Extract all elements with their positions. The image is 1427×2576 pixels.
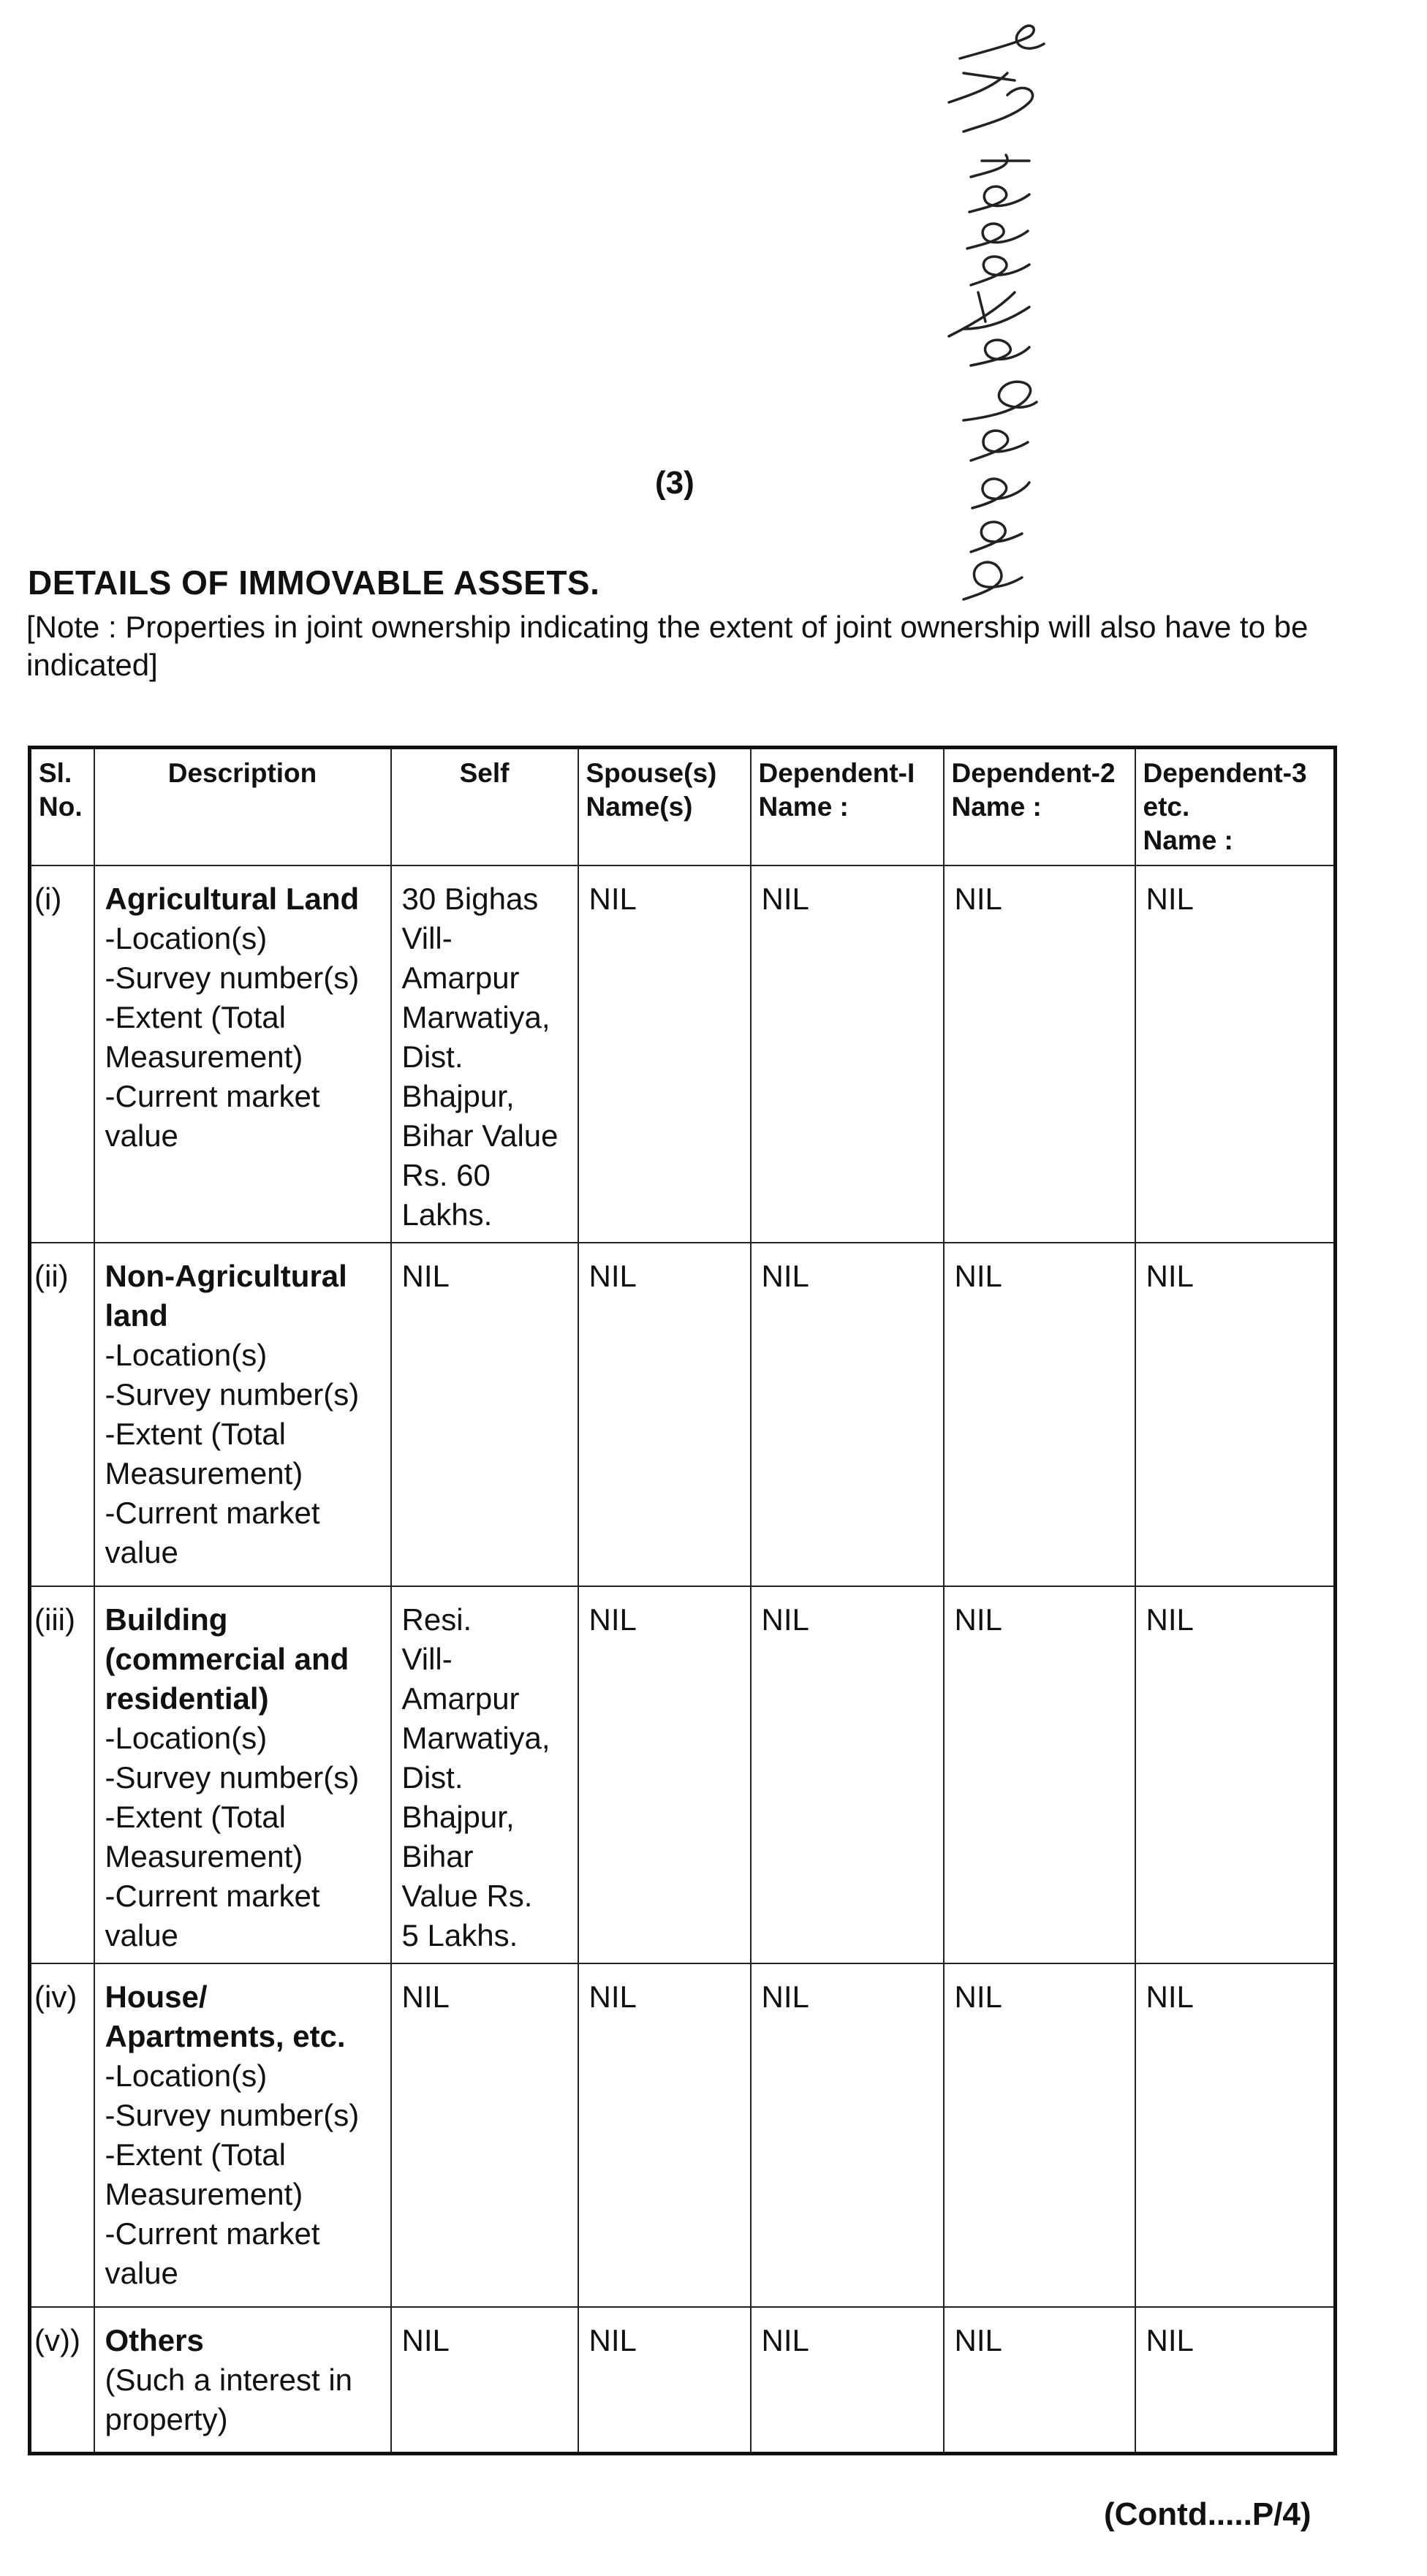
table-row — [30, 1243, 1336, 1586]
row-dependent-3-value: NIL — [1135, 1963, 1336, 2307]
row-self-value: NIL — [391, 2307, 578, 2453]
row-dependent-1-value: NIL — [751, 2307, 944, 2453]
header-dependent-1: Dependent-I Name : — [751, 748, 944, 866]
row-sl-no: (iii) — [30, 1586, 94, 1963]
row-self-value: NIL — [391, 1243, 578, 1586]
note-text: [Note : Properties in joint ownership indicating the extent of joint ownership will also have to be indicated] — [26, 610, 1309, 682]
header-dependent-2: Dependent-2 Name : — [944, 748, 1135, 866]
row-description: Agricultural Land -Location(s) -Survey number(s) -Extent (Total Measurement) -Current market value — [94, 865, 391, 1243]
table-row — [30, 865, 1336, 1243]
row-self-value: 30 Bighas Vill- Amarpur Marwatiya, Dist. Bhajpur, Bihar Value Rs. 60 Lakhs. — [391, 865, 578, 1243]
row-dependent-2-value: NIL — [944, 1586, 1135, 1963]
table-row — [30, 1963, 1336, 2307]
row-dependent-3-value: NIL — [1135, 2307, 1336, 2453]
table-header-row — [30, 748, 1336, 866]
row-spouse-value: NIL — [578, 1963, 751, 2307]
handwritten-signature — [920, 15, 1080, 621]
row-dependent-1-value: NIL — [751, 1243, 944, 1586]
header-self: Self — [391, 748, 578, 866]
row-self-value: Resi. Vill- Amarpur Marwatiya, Dist. Bhajpur, Bihar Value Rs. 5 Lakhs. — [391, 1586, 578, 1963]
row-spouse-value: NIL — [578, 1243, 751, 1586]
header-description: Description — [94, 748, 391, 866]
row-dependent-1-value: NIL — [751, 1586, 944, 1963]
row-sl-no: (ii) — [30, 1243, 94, 1586]
row-description: Building (commercial and residential) -Location(s) -Survey number(s) -Extent (Total Measurement) -Current market value — [94, 1586, 391, 1963]
row-spouse-value: NIL — [578, 865, 751, 1243]
header-dependent-3: Dependent-3 etc. Name : — [1135, 748, 1336, 866]
row-description: Non-Agricultural land -Location(s) -Survey number(s) -Extent (Total Measurement) -Current market value — [94, 1243, 391, 1586]
table-row — [30, 2307, 1336, 2453]
row-dependent-3-value: NIL — [1135, 865, 1336, 1243]
row-dependent-3-value: NIL — [1135, 1586, 1336, 1963]
row-description: House/ Apartments, etc. -Location(s) -Survey number(s) -Extent (Total Measurement) -Current market value — [94, 1963, 391, 2307]
row-spouse-value: NIL — [578, 2307, 751, 2453]
immovable-assets-table — [28, 746, 1337, 2455]
row-spouse-value: NIL — [578, 1586, 751, 1963]
row-sl-no: (iv) — [30, 1963, 94, 2307]
continued-footer: (Contd.....P/4) — [1104, 2496, 1311, 2532]
row-description: Others (Such a interest in property) — [94, 2307, 391, 2453]
row-dependent-1-value: NIL — [751, 865, 944, 1243]
row-dependent-2-value: NIL — [944, 2307, 1135, 2453]
page-number: (3) — [655, 465, 694, 501]
row-sl-no: (i) — [30, 865, 94, 1243]
header-spouse: Spouse(s) Name(s) — [578, 748, 751, 866]
section-heading: DETAILS OF IMMOVABLE ASSETS. — [28, 564, 600, 602]
header-sl-no: Sl. No. — [30, 748, 94, 866]
row-dependent-2-value: NIL — [944, 1243, 1135, 1586]
row-sl-no: (v)) — [30, 2307, 94, 2453]
row-dependent-2-value: NIL — [944, 865, 1135, 1243]
row-dependent-3-value: NIL — [1135, 1243, 1336, 1586]
table-row — [30, 1586, 1336, 1963]
row-dependent-2-value: NIL — [944, 1963, 1135, 2307]
row-self-value: NIL — [391, 1963, 578, 2307]
row-dependent-1-value: NIL — [751, 1963, 944, 2307]
